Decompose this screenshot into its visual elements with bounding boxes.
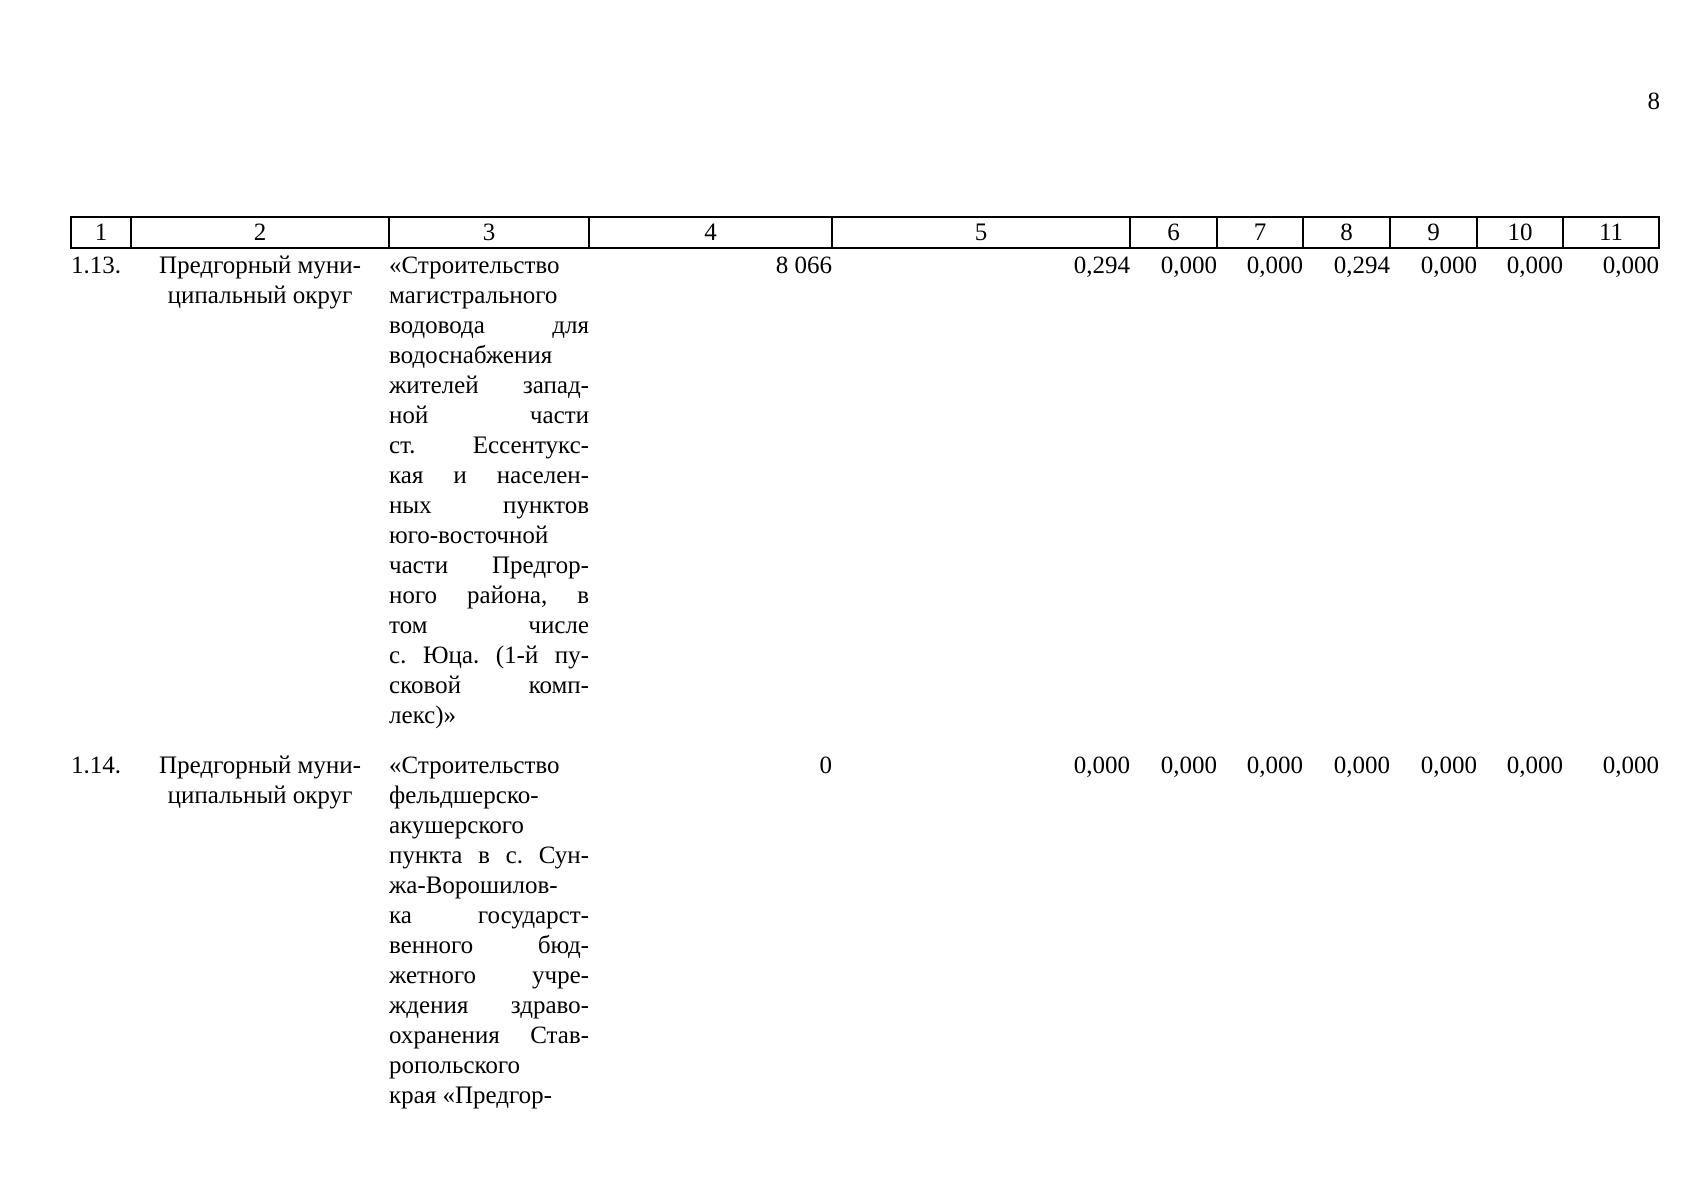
project-cell	[389, 248, 589, 731]
municipality-cell	[131, 248, 389, 731]
column-header-5: 5	[832, 217, 1130, 248]
project-line: ка государст-	[389, 902, 589, 929]
column-header-4: 4	[589, 217, 832, 248]
column-number-header-row	[71, 217, 1659, 248]
column-header-2: 2	[131, 217, 389, 248]
project-line: ной части	[389, 402, 589, 429]
municipality-line: Предгорный муни-	[159, 252, 361, 279]
value-col-9: 0,000	[1420, 752, 1477, 779]
table-row	[71, 731, 1659, 1111]
municipality-cell	[131, 731, 389, 1111]
value-col-6: 0,000	[1160, 252, 1217, 279]
value-col-5: 0,000	[1073, 752, 1130, 779]
value-col-4: 8 066	[775, 252, 832, 279]
municipality-line: ципальный округ	[167, 782, 353, 809]
project-line: части Предгор-	[389, 552, 589, 579]
project-line: сковой комп-	[389, 672, 589, 699]
project-line: «Строительство	[389, 252, 560, 279]
project-line: ст. Ессентукс-	[389, 432, 589, 459]
project-cell	[389, 731, 589, 1111]
table-row	[71, 248, 1659, 731]
project-line: фельдшерско-	[389, 782, 539, 809]
value-col-7: 0,000	[1246, 252, 1303, 279]
value-col-6: 0,000	[1160, 752, 1217, 779]
column-header-3: 3	[389, 217, 589, 248]
project-line: ного района, в	[389, 582, 589, 609]
project-line: кая и населен-	[389, 462, 589, 489]
column-header-8: 8	[1303, 217, 1390, 248]
project-line: магистрального	[389, 282, 558, 309]
project-line: охранения Став-	[389, 1022, 589, 1049]
project-line: водоснабжения	[389, 342, 553, 369]
project-line: акушерского	[389, 812, 524, 839]
project-line: ропольского	[389, 1052, 521, 1079]
project-line: ждения здраво-	[389, 992, 589, 1019]
project-line: том числе	[389, 612, 589, 639]
project-line: края «Предгор-	[389, 1082, 552, 1109]
municipality-line: Предгорный муни-	[159, 752, 361, 779]
project-line: «Строительство	[389, 752, 560, 779]
project-line: ных пунктов	[389, 492, 589, 519]
value-col-8: 0,000	[1333, 752, 1390, 779]
row-number: 1.13.	[71, 252, 121, 279]
value-col-9: 0,000	[1420, 252, 1477, 279]
value-col-11: 0,000	[1602, 252, 1659, 279]
column-header-1: 1	[71, 217, 131, 248]
value-col-5: 0,294	[1073, 252, 1130, 279]
project-line: жетного учре-	[389, 962, 589, 989]
project-line: водовода для	[389, 312, 589, 339]
budget-table	[70, 216, 1660, 1111]
row-number: 1.14.	[71, 752, 121, 779]
column-header-10: 10	[1477, 217, 1563, 248]
project-line: лекс)»	[389, 702, 457, 729]
column-header-7: 7	[1217, 217, 1303, 248]
project-line: юго-восточной	[389, 522, 549, 549]
project-line: пункта в с. Сун-	[389, 842, 589, 869]
column-header-9: 9	[1390, 217, 1477, 248]
value-col-7: 0,000	[1246, 752, 1303, 779]
value-col-4: 0	[819, 752, 832, 779]
project-line: жа-Ворошилов-	[389, 872, 558, 899]
value-col-11: 0,000	[1602, 752, 1659, 779]
column-header-11: 11	[1563, 217, 1659, 248]
municipality-line: ципальный округ	[167, 282, 353, 309]
project-line: венного бюд-	[389, 932, 589, 959]
value-col-10: 0,000	[1506, 752, 1563, 779]
project-line: жителей запад-	[389, 372, 589, 399]
column-header-6: 6	[1130, 217, 1217, 248]
value-col-8: 0,294	[1333, 252, 1390, 279]
value-col-10: 0,000	[1506, 252, 1563, 279]
project-line: с. Юца. (1-й пу-	[389, 642, 589, 669]
page-number: 8	[1647, 88, 1660, 115]
